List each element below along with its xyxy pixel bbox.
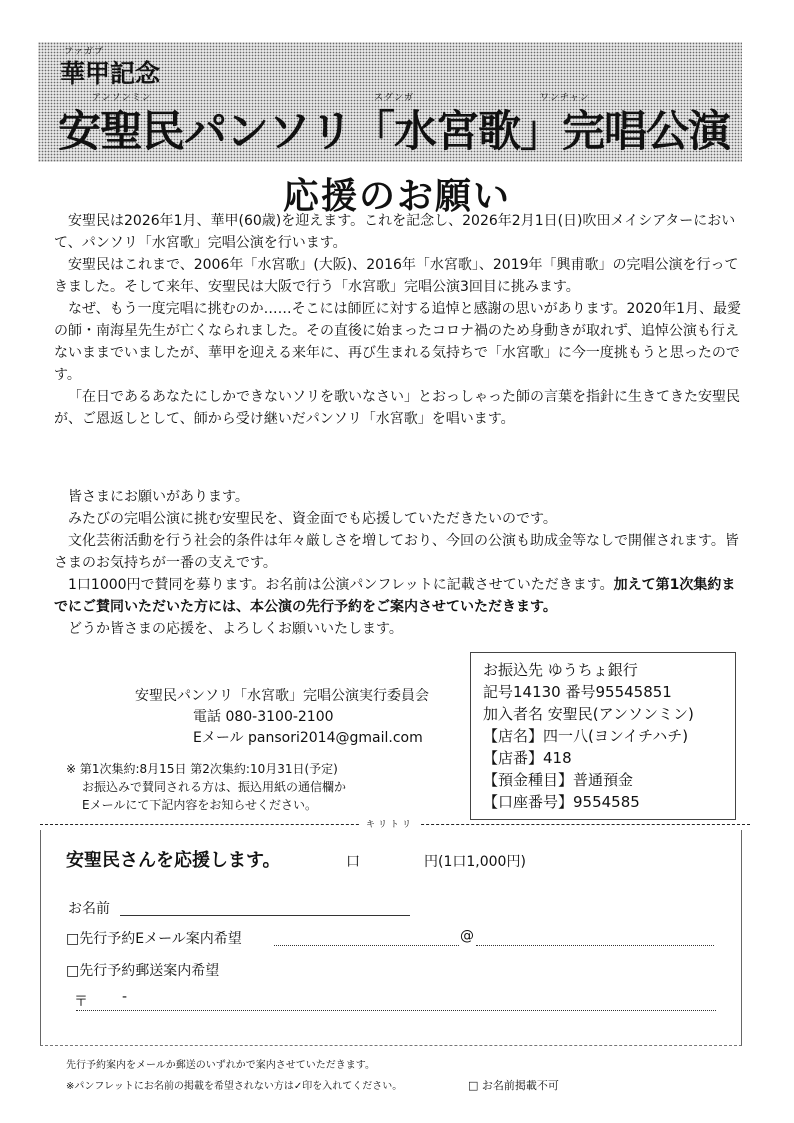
banner-title: 安聖民パンソリ「水宮歌」完唱公演 <box>58 107 730 157</box>
paragraph-6: みたびの完唱公演に挑む安聖民を、資金面でも応援していただきたいのです。 <box>68 511 557 527</box>
name-field[interactable] <box>120 915 410 916</box>
address-field[interactable] <box>76 1010 716 1011</box>
committee-phone: 電話 080-3100-2100 <box>193 709 334 725</box>
no-publish-checkbox[interactable]: □ お名前掲載不可 <box>468 1079 559 1092</box>
page-heading: 応援のお願い <box>282 176 511 217</box>
note-line-1: ※ 第1次集約:8月15日 第2次集約:10月31日(予定) <box>66 762 338 776</box>
cut-label: キリトリ <box>360 817 420 830</box>
banner-subtitle: 華甲記念 <box>60 59 161 88</box>
support-statement: 安聖民さんを応援します。 <box>66 850 281 871</box>
email-local-field[interactable] <box>274 945 459 946</box>
note-line-2: お振込みで賛同される方は、振込用紙の通信欄か <box>82 780 347 794</box>
paragraph-5: 皆さまにお願いがあります。 <box>68 489 249 505</box>
paragraph-9: どうか皆さまの応援を、よろしくお願いいたします。 <box>68 621 403 637</box>
name-label: お名前 <box>68 901 110 917</box>
postal-mark: 〒 <box>74 994 88 1010</box>
email-domain-field[interactable] <box>476 945 714 946</box>
amount-label: 円(1口1,000円) <box>424 854 526 870</box>
collection-note <box>66 760 346 814</box>
units-label: 口 <box>346 854 360 870</box>
bank-line-7: 【口座番号】9554585 <box>483 793 640 811</box>
paragraph-7: 文化芸術活動を行う社会的条件は年々厳しさを増しており、今回の公演も助成金等なしで開催されます。皆さまのお気持ちが一番の支えです。 <box>54 533 739 571</box>
email-option-checkbox[interactable]: □先行予約Eメール案内希望 <box>66 931 242 947</box>
paragraph-2: 安聖民はこれまで、2006年「水宮歌」(大阪)、2016年「水宮歌」、2019年「興甫歌」の完唱公演を行ってきました。そして来年、安聖民は大阪で行う「水宮歌」完唱公演3回目に挑みます。 <box>54 257 739 295</box>
paragraph-3: なぜ、もう一度完唱に挑むのか……そこには師匠に対する追悼と感謝の思いがあります。2020年1月、最愛の師・南海星先生が亡くなられました。その直後に始まったコロナ禍のため身動きが取れず、追悼公演も行えないままでいましたが、華甲を迎える来年に、再び生まれる気持ちで「水宮歌」に今一度挑もうと思ったのです。 <box>54 301 741 383</box>
committee-email: Eメール pansori2014@gmail.com <box>193 730 423 746</box>
form-footnote-1: 先行予約案内をメールか郵送のいずれかで案内させていただきます。 <box>66 1060 375 1071</box>
body-section-1 <box>54 210 744 430</box>
banner-top-ruby: ファガブ <box>64 47 104 57</box>
mail-option-checkbox[interactable]: □先行予約郵送案内希望 <box>66 963 220 979</box>
paragraph-1: 安聖民は2026年1月、華甲(60歳)を迎えます。これを記念し、2026年2月1日(日)吹田メイシアターにおいて、パンソリ「水宮歌」完唱公演を行います。 <box>54 213 736 251</box>
banner-suguga-ruby: スグンガ <box>374 93 415 103</box>
bank-line-6: 【預金種目】普通預金 <box>483 771 634 789</box>
at-sign: @ <box>460 928 474 944</box>
note-line-3: Eメールにて下記内容をお知らせください。 <box>82 798 317 812</box>
bank-line-1: お振込先 ゆうちょ銀行 <box>483 661 638 679</box>
form-footnote-2: ※パンフレットにお名前の掲載を希望されない方は✓印を入れてください。 <box>66 1081 403 1092</box>
bank-line-5: 【店番】418 <box>483 749 572 767</box>
paragraph-8-bold: 加えて第1次集約までにご賛同いただいた方には、本公演の先行予約をご案内させていただきます。 <box>54 577 736 615</box>
paragraph-4: 「在日であるあなたにしかできないソリを歌いなさい」とおっしゃった師の言葉を指針に生きてきた安聖民が、ご恩返しとして、師から受け継いだパンソリ「水宮歌」を唱います。 <box>54 389 740 427</box>
postal-dash: - <box>122 989 128 1005</box>
committee-name: 安聖民パンソリ「水宮歌」完唱公演実行委員会 <box>135 688 429 704</box>
paragraph-8 <box>54 574 744 618</box>
body-section-2 <box>54 486 744 640</box>
banner-wanchan-ruby: ワンチャン <box>540 93 590 103</box>
bank-line-3: 加入者名 安聖民(アンソンミン) <box>483 705 694 723</box>
bank-line-2: 記号14130 番号95545851 <box>483 683 672 701</box>
committee-contact <box>135 686 429 749</box>
paragraph-8-text: 1口1000円で賛同を募ります。お名前は公演パンフレットに記載させていただきます。 <box>68 577 614 593</box>
banner-name-ruby: アンソンミン <box>92 93 152 103</box>
bank-line-4: 【店名】四一八(ヨンイチハチ) <box>483 727 689 745</box>
